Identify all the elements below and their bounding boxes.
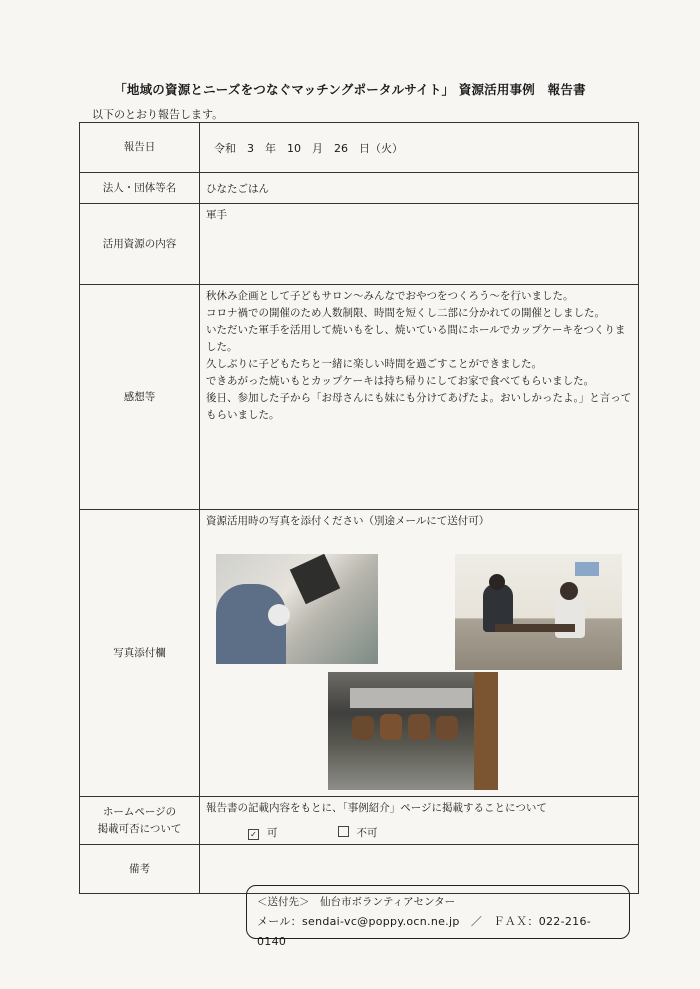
label-homepage [80,797,200,845]
send-to-box [246,885,630,948]
value-impressions [200,285,639,510]
label-report-date: 報告日 [80,123,200,173]
row-resource [80,204,639,285]
label-impressions: 感想等 [80,285,200,510]
impression-line: いただいた軍手を活用して焼いもをし、焼いている間にホールでカップケーキをつくりました。 [206,324,626,353]
report-date-text: 令和 3 年 10 月 26 日（火） [214,141,403,155]
photo-gloves-fire [216,554,378,664]
label-org: 法人・団体等名 [80,173,200,204]
value-resource: 軍手 [200,204,639,285]
impression-line: 久しぶりに子どもたちと一緒に楽しい時間を過ごすことができました。 [206,358,542,370]
intro-text: 以下のとおり報告します。 [92,108,224,121]
photo-oven-cupcakes [328,672,498,790]
checkbox-yes[interactable]: ✓ [248,829,259,840]
impression-line: できあがった焼いもとカップケーキは持ち帰りにしてお家で食べてもらいました。 [206,375,595,387]
option-no[interactable] [338,825,378,840]
label-resource: 活用資源の内容 [80,204,200,285]
homepage-question: 報告書の記載内容をもとに、「事例紹介」ページに掲載することについて [206,802,547,814]
row-photos [80,510,639,797]
impression-line: もらいました。 [206,409,280,421]
photo-children-table [455,554,622,670]
homepage-choices [206,825,632,840]
option-yes-label: 可 [267,827,278,839]
option-yes[interactable] [248,825,278,840]
label-homepage-line2: 掲載可否について [97,822,182,835]
checkbox-no[interactable] [338,826,349,837]
report-form-table [79,122,639,894]
option-no-label: 不可 [356,827,378,839]
label-remarks: 備考 [80,845,200,894]
label-homepage-line1: ホームページの [102,805,177,818]
label-photos: 写真添付欄 [80,510,200,797]
send-to-line2: メール：sendai-vc@poppy.ocn.ne.jp ／ ＦＡＸ：022-216-0140 [257,915,592,948]
photo-area [206,528,632,793]
value-photos [200,510,639,797]
impression-line: 秋休み企画として子どもサロン～みんなでおやつをつくろう～を行いました。 [206,290,574,302]
send-to-line1: ＜送付先＞ 仙台市ボランティアセンター [257,896,456,908]
row-impressions [80,285,639,510]
value-report-date [200,123,639,173]
photos-note: 資源活用時の写真を添付ください（別途メールにて送付可） [206,515,490,527]
value-org: ひなたごはん [200,173,639,204]
impression-line: コロナ禍での開催のため人数制限、時間を短くし二部に分かれての開催としました。 [206,307,605,319]
document-title: 「地域の資源とニーズをつなぐマッチングポータルサイト」 資源活用事例 報告書 [114,82,586,97]
impression-line: 後日、参加した子から「お母さんにも妹にも分けてあげたよ。おいしかったよ。」と言って [206,392,632,404]
row-homepage [80,797,639,845]
value-homepage [200,797,639,845]
row-org [80,173,639,204]
row-report-date [80,123,639,173]
